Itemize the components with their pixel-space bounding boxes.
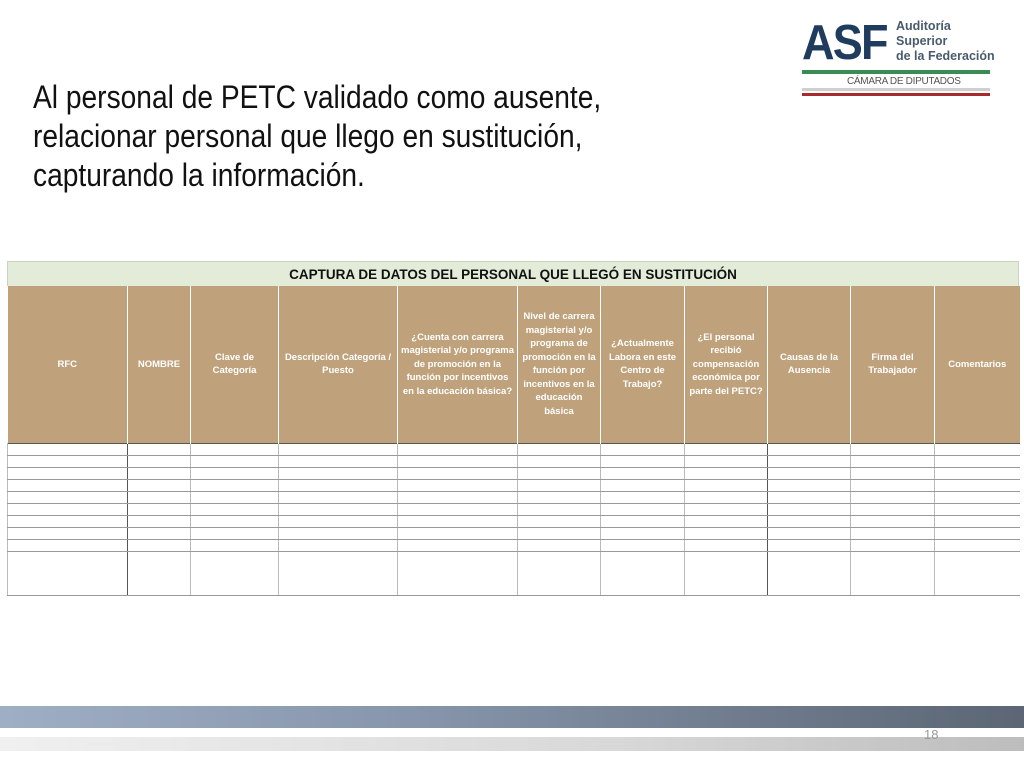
table-cell[interactable] (935, 479, 1020, 491)
table-cell[interactable] (8, 455, 128, 467)
table-cell[interactable] (191, 527, 279, 539)
table-cell[interactable] (279, 503, 398, 515)
table-cell[interactable] (518, 527, 601, 539)
table-cell[interactable] (601, 467, 685, 479)
table-cell[interactable] (8, 443, 128, 455)
table-cell[interactable] (191, 491, 279, 503)
table-cell[interactable] (935, 443, 1020, 455)
table-cell[interactable] (128, 467, 191, 479)
col-comentarios: Comentarios (935, 286, 1020, 443)
table-cell[interactable] (398, 515, 518, 527)
table-cell[interactable] (128, 455, 191, 467)
col-nivel-carrera: Nivel de carrera magisterial y/o programa de promoción en la función por incentivos en la educación básica (518, 286, 601, 443)
table-cell[interactable] (685, 551, 768, 595)
table-cell[interactable] (601, 479, 685, 491)
asf-logo (800, 16, 995, 100)
table-cell[interactable] (851, 527, 935, 539)
table-cell[interactable] (768, 455, 851, 467)
page-number: 18 (924, 727, 939, 742)
table-cell[interactable] (398, 455, 518, 467)
table-cell[interactable] (398, 479, 518, 491)
table-cell[interactable] (685, 455, 768, 467)
table-row (8, 443, 1020, 455)
table-cell[interactable] (935, 491, 1020, 503)
logo-gray-bar (802, 88, 990, 91)
table-cell[interactable] (518, 443, 601, 455)
table-cell[interactable] (935, 455, 1020, 467)
table-cell[interactable] (768, 479, 851, 491)
table-cell[interactable] (128, 539, 191, 551)
table-cell[interactable] (685, 467, 768, 479)
table-cell[interactable] (768, 467, 851, 479)
logo-red-bar (802, 93, 990, 96)
table-cell[interactable] (191, 467, 279, 479)
table-cell[interactable] (851, 503, 935, 515)
logo-text (896, 19, 995, 64)
title-line-1: Al personal de PETC validado como ausente, (33, 79, 602, 115)
table-cell[interactable] (768, 515, 851, 527)
table-row (8, 503, 1020, 515)
table-cell[interactable] (935, 539, 1020, 551)
table-cell[interactable] (768, 443, 851, 455)
table-row (8, 479, 1020, 491)
table-cell[interactable] (8, 491, 128, 503)
table-cell[interactable] (8, 527, 128, 539)
table-cell[interactable] (398, 539, 518, 551)
col-labora: ¿Actualmente Labora en este Centro de Trabajo? (601, 286, 685, 443)
table-cell[interactable] (128, 479, 191, 491)
col-nombre: NOMBRE (128, 286, 191, 443)
table-cell[interactable] (851, 455, 935, 467)
table-cell[interactable] (601, 443, 685, 455)
capture-form (7, 261, 1019, 596)
table-cell[interactable] (851, 491, 935, 503)
table-row (8, 467, 1020, 479)
table-cell[interactable] (935, 467, 1020, 479)
table-row (8, 539, 1020, 551)
table-cell[interactable] (935, 503, 1020, 515)
table-cell[interactable] (398, 491, 518, 503)
table-cell[interactable] (191, 539, 279, 551)
table-cell[interactable] (191, 503, 279, 515)
table-cell[interactable] (768, 551, 851, 595)
logo-green-bar (802, 70, 990, 74)
table-cell[interactable] (8, 515, 128, 527)
table-cell[interactable] (685, 443, 768, 455)
table-cell[interactable] (128, 515, 191, 527)
logo-line-3: de la Federación (896, 49, 995, 63)
table-cell[interactable] (768, 539, 851, 551)
table-cell[interactable] (279, 551, 398, 595)
table-cell[interactable] (935, 515, 1020, 527)
table-cell[interactable] (518, 551, 601, 595)
table-cell[interactable] (279, 539, 398, 551)
table-cell[interactable] (279, 443, 398, 455)
table-row (8, 455, 1020, 467)
capture-table (7, 286, 1020, 596)
table-cell[interactable] (518, 515, 601, 527)
table-cell[interactable] (685, 503, 768, 515)
table-cell[interactable] (8, 467, 128, 479)
logo-line-1: Auditoría (896, 19, 951, 33)
table-cell[interactable] (398, 527, 518, 539)
table-cell[interactable] (851, 515, 935, 527)
table-cell[interactable] (851, 443, 935, 455)
table-cell[interactable] (128, 527, 191, 539)
form-caption: CAPTURA DE DATOS DEL PERSONAL QUE LLEGÓ EN SUSTITUCIÓN (7, 261, 1019, 286)
col-firma: Firma del Trabajador (851, 286, 935, 443)
table-cell[interactable] (685, 515, 768, 527)
table-cell[interactable] (518, 539, 601, 551)
col-compensacion: ¿El personal recibió compensación económica por parte del PETC? (685, 286, 768, 443)
table-cell[interactable] (8, 551, 128, 595)
footer-band-light (0, 737, 1024, 751)
table-cell[interactable] (398, 467, 518, 479)
table-cell[interactable] (8, 539, 128, 551)
table-cell[interactable] (518, 479, 601, 491)
table-cell[interactable] (128, 491, 191, 503)
table-cell[interactable] (601, 491, 685, 503)
title-line-3: capturando la información. (33, 157, 365, 193)
table-cell[interactable] (398, 443, 518, 455)
table-cell[interactable] (935, 527, 1020, 539)
table-cell[interactable] (191, 479, 279, 491)
table-cell[interactable] (851, 539, 935, 551)
table-cell[interactable] (518, 467, 601, 479)
table-cell[interactable] (8, 503, 128, 515)
table-cell[interactable] (398, 551, 518, 595)
table-row (8, 491, 1020, 503)
table-row (8, 551, 1020, 595)
table-cell[interactable] (601, 515, 685, 527)
table-cell[interactable] (279, 515, 398, 527)
col-clave-categoria: Clave de Categoría (191, 286, 279, 443)
col-causas: Causas de la Ausencia (768, 286, 851, 443)
table-cell[interactable] (601, 503, 685, 515)
table-cell[interactable] (601, 551, 685, 595)
table-cell[interactable] (279, 491, 398, 503)
table-cell[interactable] (601, 527, 685, 539)
table-cell[interactable] (128, 503, 191, 515)
table-cell[interactable] (518, 455, 601, 467)
footer-band (0, 706, 1024, 728)
table-cell[interactable] (685, 491, 768, 503)
table-cell[interactable] (191, 443, 279, 455)
table-cell[interactable] (279, 479, 398, 491)
logo-subtitle: CÁMARA DE DIPUTADOS (847, 76, 961, 87)
table-cell[interactable] (768, 491, 851, 503)
slide-title (33, 78, 667, 195)
table-cell[interactable] (191, 551, 279, 595)
table-cell[interactable] (768, 527, 851, 539)
table-cell[interactable] (851, 467, 935, 479)
logo-mark: ASF (802, 16, 887, 70)
table-cell[interactable] (191, 515, 279, 527)
table-cell[interactable] (128, 443, 191, 455)
col-descripcion: Descripción Categoría / Puesto (279, 286, 398, 443)
table-cell[interactable] (601, 455, 685, 467)
table-cell[interactable] (191, 455, 279, 467)
table-cell[interactable] (851, 479, 935, 491)
table-cell[interactable] (518, 491, 601, 503)
col-carrera-magisterial: ¿Cuenta con carrera magisterial y/o programa de promoción en la función por incentivos en la educación básica? (398, 286, 518, 443)
header-row (8, 286, 1020, 443)
table-cell[interactable] (851, 551, 935, 595)
title-line-2: relacionar personal que llego en sustitución, (33, 118, 583, 154)
table-row (8, 527, 1020, 539)
table-cell[interactable] (279, 527, 398, 539)
table-cell[interactable] (398, 503, 518, 515)
logo-line-2: Superior (896, 34, 948, 48)
table-cell[interactable] (279, 455, 398, 467)
table-cell[interactable] (685, 539, 768, 551)
col-rfc: RFC (8, 286, 128, 443)
table-cell[interactable] (601, 539, 685, 551)
table-cell[interactable] (518, 503, 601, 515)
table-cell[interactable] (935, 551, 1020, 595)
table-cell[interactable] (128, 551, 191, 595)
table-cell[interactable] (768, 503, 851, 515)
table-cell[interactable] (8, 479, 128, 491)
table-cell[interactable] (685, 479, 768, 491)
table-row (8, 515, 1020, 527)
table-body (8, 443, 1020, 595)
table-cell[interactable] (279, 467, 398, 479)
table-cell[interactable] (685, 527, 768, 539)
